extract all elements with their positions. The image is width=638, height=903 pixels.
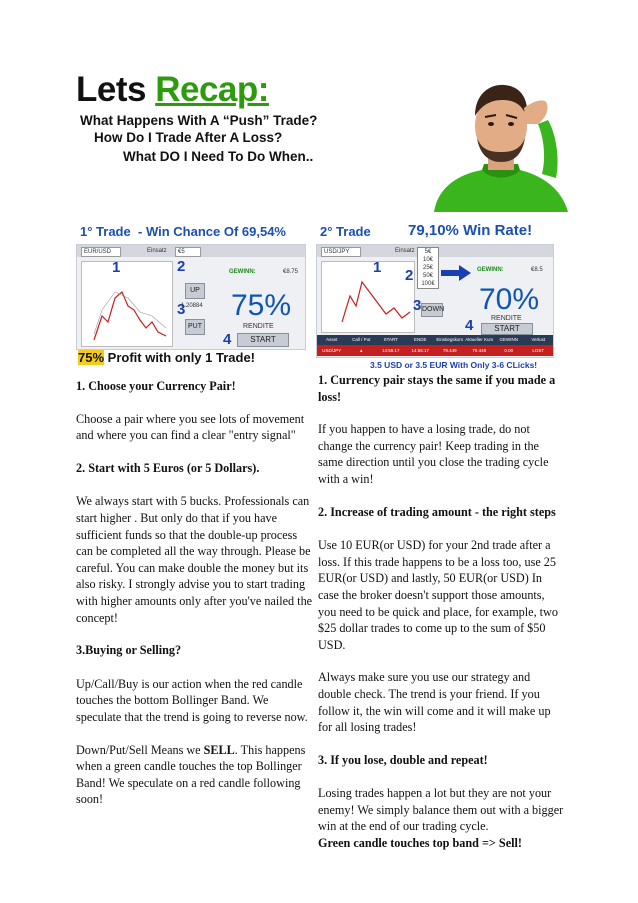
right-paragraph-4: Losing trades happen a lot but they are not your enemy! We simply balance them out with a bigger win at the end of our trading cycle. xyxy=(318,786,564,834)
table-header-cell: START xyxy=(383,337,398,342)
trade1-percent: 75% xyxy=(231,289,292,322)
trade1-panel xyxy=(76,244,306,350)
trade2-title-prefix: 2° Trade xyxy=(320,224,371,239)
right-heading-3: 3. If you lose, double and repeat! xyxy=(318,752,488,767)
trade2-price-line xyxy=(322,262,414,332)
table-cell: 79.449 xyxy=(442,348,457,353)
arrow-right-icon xyxy=(441,265,471,281)
trade2-chart xyxy=(321,261,415,333)
right-column xyxy=(318,372,564,852)
left-p4-a: Down/Put/Sell Means we xyxy=(76,742,204,757)
table-cell: ▲ xyxy=(359,348,364,353)
table-cell: 79.448 xyxy=(472,348,487,353)
trade1-chart xyxy=(81,261,173,347)
left-paragraph-3: Up/Call/Buy is our action when the red candle touches the bottom Bollinger Band. We speculate that the trend is going to reverse now. xyxy=(76,676,308,724)
trade2-start-button[interactable]: START xyxy=(481,323,533,335)
table-cell: 14:56:17 xyxy=(411,348,430,353)
trade2-table-row xyxy=(317,345,553,356)
question-what-to-do: What DO I Need To Do When.. xyxy=(123,149,314,164)
trade1-caption xyxy=(78,350,255,365)
trade1-price-line xyxy=(82,262,172,346)
right-paragraph-5: Green candle touches top band => Sell! xyxy=(318,836,522,851)
trade2-pair-select[interactable]: USD/JPY xyxy=(321,247,361,257)
trade1-title-prefix: 1° Trade xyxy=(80,224,131,239)
left-paragraph-4 xyxy=(76,742,316,808)
trade1-amount-label: Einsatz xyxy=(147,248,167,254)
table-header-cell: Asset xyxy=(326,337,338,342)
table-header-cell: Verlust xyxy=(531,337,546,342)
dropdown-option[interactable]: 5€ xyxy=(424,249,432,255)
trade1-caption-pct: 75% xyxy=(78,350,105,365)
trade2-header xyxy=(316,222,552,242)
table-header-cell: Call / Put xyxy=(352,337,371,342)
left-heading-1: 1. Choose your Currency Pair! xyxy=(76,379,236,393)
trade1-put-button[interactable]: PUT xyxy=(185,319,205,335)
trade1-price: 1.20884 xyxy=(181,303,203,309)
table-cell: 0.00 xyxy=(504,348,514,353)
table-cell: USD/JPY xyxy=(322,348,342,353)
trade1-amount-input[interactable]: €5 xyxy=(175,247,201,257)
trade1-win-value: €8.75 xyxy=(283,269,299,275)
table-cell: 14:55:17 xyxy=(381,348,400,353)
trade2-step2: 2 xyxy=(405,267,414,284)
trade2-amount-dropdown[interactable] xyxy=(417,247,439,289)
trade2-win-value: €8.5 xyxy=(531,267,543,273)
trade2-down-button[interactable]: DOWN xyxy=(421,303,443,317)
trade1-start-button[interactable]: START xyxy=(237,333,289,347)
right-heading-2: 2. Increase of trading amount - the right steps xyxy=(318,504,556,519)
dropdown-option[interactable]: 50€ xyxy=(422,273,433,279)
trade2-amount-label: Einsatz xyxy=(395,248,415,254)
table-header-cell: GEWINN xyxy=(499,337,518,342)
dropdown-option[interactable]: 25€ xyxy=(422,265,433,271)
table-cell: LOST xyxy=(532,348,545,353)
trade2-percent: 70% xyxy=(479,283,540,316)
page-title xyxy=(76,70,269,110)
trade1-step3: 3 xyxy=(177,301,186,318)
table-header-cell: Einstiegskurs xyxy=(436,337,464,342)
question-push-trade: What Happens With A “Push” Trade? xyxy=(80,113,318,128)
left-heading-3: 3.Buying or Selling? xyxy=(76,643,182,658)
table-header-cell: ENDE xyxy=(413,337,427,342)
trade1-header xyxy=(76,222,304,242)
trade1-title: - Win Chance Of 69,54% xyxy=(138,224,286,239)
trade2-win-label: GEWINN: xyxy=(477,267,504,273)
question-after-loss: How Do I Trade After A Loss? xyxy=(94,130,283,145)
trade1-up-button[interactable]: UP xyxy=(185,283,205,299)
right-heading-1: 1. Currency pair stays the same if you made a loss! xyxy=(318,373,556,404)
trade2-step4: 4 xyxy=(465,317,474,334)
title-word-lets: Lets xyxy=(76,70,146,109)
table-header-cell: Aktueller Kurs xyxy=(465,337,494,342)
left-paragraph-2: We always start with 5 bucks. Professionals can start higher . But only do that if you have sufficient funds so that the double-up process can be completed all the way through. Please be careful. You can make double the money but its also risky. I strongly advise you to start trading with higher amounts only after you've nailed the concept! xyxy=(76,494,313,625)
trade1-pair-select[interactable]: EUR/USD xyxy=(81,247,121,257)
right-paragraph-1: If you happen to have a losing trade, do not change the currency pair! Keep trading in the same direction until you close the trading cycle with a win! xyxy=(318,422,549,486)
left-p4-c: . This happens when a green candle touches the top Bollinger Band! We speculate on a red candle following soon! xyxy=(76,742,306,807)
trade2-step3: 3 xyxy=(413,297,422,314)
trade1-rendite: RENDITE xyxy=(243,323,274,330)
trade2-panel xyxy=(316,244,554,358)
dropdown-option[interactable]: 10€ xyxy=(422,257,433,263)
trade2-rendite: RENDITE xyxy=(491,315,522,322)
trade1-win-label: GEWINN: xyxy=(229,269,256,275)
trade1-step2: 2 xyxy=(177,258,186,275)
trade1-step4: 4 xyxy=(223,331,232,348)
left-heading-2: 2. Start with 5 Euros (or 5 Dollars). xyxy=(76,460,260,475)
left-column xyxy=(76,378,316,808)
right-paragraph-3: Always make sure you use our strategy and double check. The trend is your friend. If you follow it, the win will come and it will make up for all losing trades! xyxy=(318,670,551,735)
trade1-caption-text: Profit with only 1 Trade! xyxy=(107,350,256,365)
dropdown-option[interactable]: 100€ xyxy=(421,281,435,287)
trade2-table-header xyxy=(317,335,553,345)
left-p4-sell: SELL xyxy=(203,742,235,757)
trade2-title: 79,10% Win Rate! xyxy=(408,222,533,239)
title-word-recap: Recap: xyxy=(155,70,269,109)
thinking-man-image xyxy=(420,78,574,212)
trade1-step1: 1 xyxy=(112,259,121,276)
trade2-caption: 3.5 USD or 3.5 EUR With Only 3-6 CLicks! xyxy=(370,360,538,370)
right-paragraph-2: Use 10 EUR(or USD) for your 2nd trade after a loss. If this trade happens to be a loss too, use 25 EUR(or USD) and lastly, 50 EUR(or USD) In case the broker doesn't support those amounts, you need to be quick and place, for example, two $25 dollar trades to come up to the sum of $50 USD. xyxy=(318,538,558,652)
trade2-step1: 1 xyxy=(373,259,382,276)
left-paragraph-1: Choose a pair where you see lots of movement and where you can find a clear "entry signal" xyxy=(76,411,305,443)
